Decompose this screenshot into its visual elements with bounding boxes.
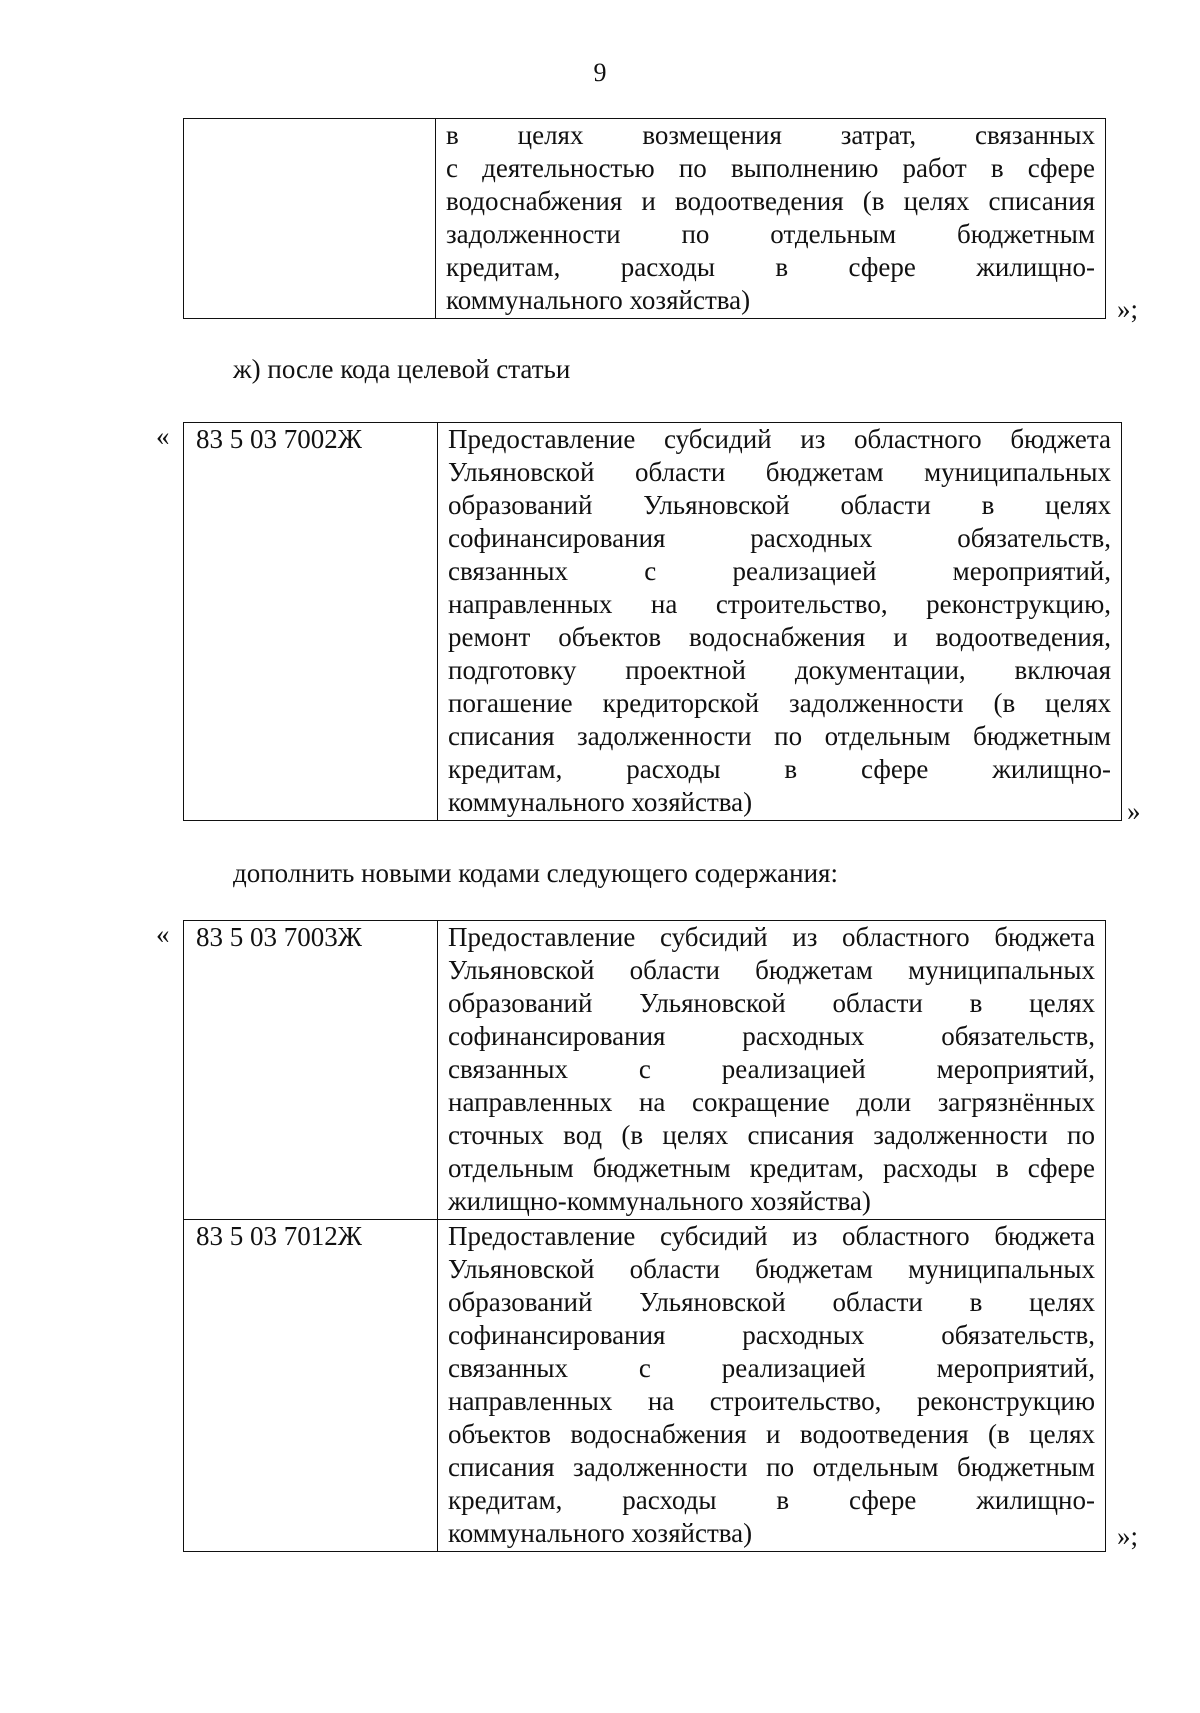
target-article-description: [438, 423, 1122, 821]
description-line: подготовку проектной документации, включая: [448, 655, 1111, 685]
page-number: 9: [593, 58, 607, 87]
description-line: кредитам, расходы в сфере жилищно-: [448, 1485, 1095, 1515]
description-line: задолженности по отдельным бюджетным: [446, 219, 1095, 249]
description-line: коммунального хозяйства): [446, 285, 751, 315]
closing-quote-table2: »: [1127, 796, 1141, 826]
description-line: коммунального хозяйства): [448, 1518, 753, 1548]
code-table-continuation: [183, 118, 1106, 319]
description-line: кредитам, расходы в сфере жилищно-: [448, 754, 1111, 784]
description-line: образований Ульяновской области в целях: [448, 1287, 1095, 1317]
description-line: связанных с реализацией мероприятий,: [448, 1353, 1095, 1383]
description-line: образований Ульяновской области в целях: [448, 490, 1111, 520]
description-line: с деятельностью по выполнению работ в сфере: [446, 153, 1095, 183]
opening-quote-table3: «: [156, 919, 170, 949]
target-article-code: 83 5 03 7002Ж: [184, 423, 438, 821]
target-article-code: 83 5 03 7012Ж: [184, 1220, 438, 1552]
code-table-new: [183, 920, 1106, 1552]
target-article-code: [184, 119, 436, 319]
description-line: направленных на строительство, реконструкцию: [448, 1386, 1095, 1416]
description-line: Ульяновской области бюджетам муниципальных: [448, 955, 1095, 985]
description-line: кредитам, расходы в сфере жилищно-: [446, 252, 1095, 282]
table-row: [184, 119, 1106, 319]
table-row: [184, 921, 1106, 1220]
target-article-description: [438, 1220, 1106, 1552]
description-line: Предоставление субсидий из областного бюджета: [448, 922, 1095, 952]
description-line: водоснабжения и водоотведения (в целях списания: [446, 186, 1095, 216]
description-line: отдельным бюджетным кредитам, расходы в сфере: [448, 1153, 1095, 1183]
description-line: направленных на строительство, реконструкцию,: [448, 589, 1111, 619]
description-line: связанных с реализацией мероприятий,: [448, 556, 1111, 586]
description-line: направленных на сокращение доли загрязнённых: [448, 1087, 1095, 1117]
target-article-code: 83 5 03 7003Ж: [184, 921, 438, 1220]
description-line: Предоставление субсидий из областного бюджета: [448, 424, 1111, 454]
description-line: сточных вод (в целях списания задолженности по: [448, 1120, 1095, 1150]
code-table-existing: [183, 422, 1122, 821]
paragraph-add-codes: дополнить новыми кодами следующего содержания:: [233, 858, 838, 888]
closing-quote-table1: »;: [1117, 294, 1139, 324]
description-line: списания задолженности по отдельным бюджетным: [448, 1452, 1095, 1482]
description-line: софинансирования расходных обязательств,: [448, 1320, 1095, 1350]
description-line: объектов водоснабжения и водоотведения (в целях: [448, 1419, 1095, 1449]
description-line: Ульяновской области бюджетам муниципальных: [448, 457, 1111, 487]
description-line: ремонт объектов водоснабжения и водоотведения,: [448, 622, 1111, 652]
description-line: софинансирования расходных обязательств,: [448, 523, 1111, 553]
description-line: погашение кредиторской задолженности (в целях: [448, 688, 1111, 718]
description-line: образований Ульяновской области в целях: [448, 988, 1095, 1018]
description-line: коммунального хозяйства): [448, 787, 753, 817]
table-row: [184, 423, 1122, 821]
description-line: Предоставление субсидий из областного бюджета: [448, 1221, 1095, 1251]
description-line: Ульяновской области бюджетам муниципальных: [448, 1254, 1095, 1284]
description-line: в целях возмещения затрат, связанных: [446, 120, 1095, 150]
target-article-description: [438, 921, 1106, 1220]
description-line: жилищно-коммунального хозяйства): [448, 1186, 871, 1216]
table-row: [184, 1220, 1106, 1552]
paragraph-after-code: ж) после кода целевой статьи: [233, 354, 571, 384]
closing-quote-table3: »;: [1117, 1521, 1139, 1551]
opening-quote-table2: «: [156, 421, 170, 451]
description-line: связанных с реализацией мероприятий,: [448, 1054, 1095, 1084]
description-line: списания задолженности по отдельным бюджетным: [448, 721, 1111, 751]
description-line: софинансирования расходных обязательств,: [448, 1021, 1095, 1051]
target-article-description: [436, 119, 1106, 319]
